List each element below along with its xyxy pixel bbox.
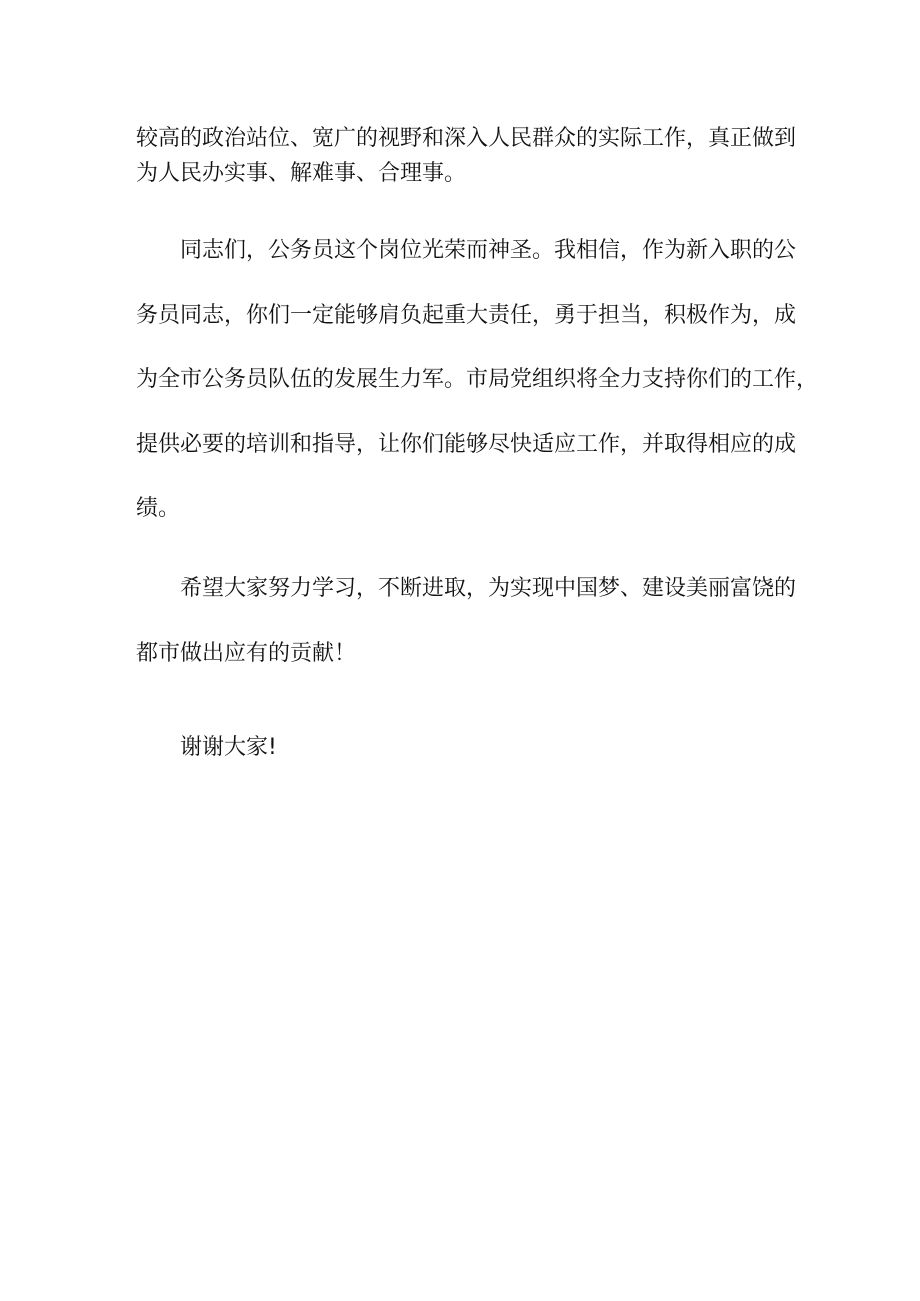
paragraph-2-line-1: 同志们，公务员这个岗位光荣而神圣。我相信，作为新入职的公 [180,238,797,263]
paragraph-1-line-1: 较高的政治站位、宽广的视野和深入人民群众的实际工作，真正做到 [136,126,797,151]
paragraph-2-line-5: 绩。 [136,496,181,521]
paragraph-1-line-2: 为人民办实事、解难事、合理事。 [136,161,467,186]
paragraph-3-line-2: 都市做出应有的贡献！ [136,641,357,666]
paragraph-3-line-1: 希望大家努力学习，不断进取，为实现中国梦、建设美丽富饶的 [180,576,797,601]
paragraph-2-line-4: 提供必要的培训和指导，让你们能够尽快适应工作，并取得相应的成 [136,432,797,457]
paragraph-2-line-3: 为全市公务员队伍的发展生力军。市局党组织将全力支持你们的工作， [136,367,819,392]
closing-line: 谢谢大家! [180,735,277,760]
paragraph-2-line-2: 务员同志，你们一定能够肩负起重大责任，勇于担当，积极作为，成 [136,303,797,328]
